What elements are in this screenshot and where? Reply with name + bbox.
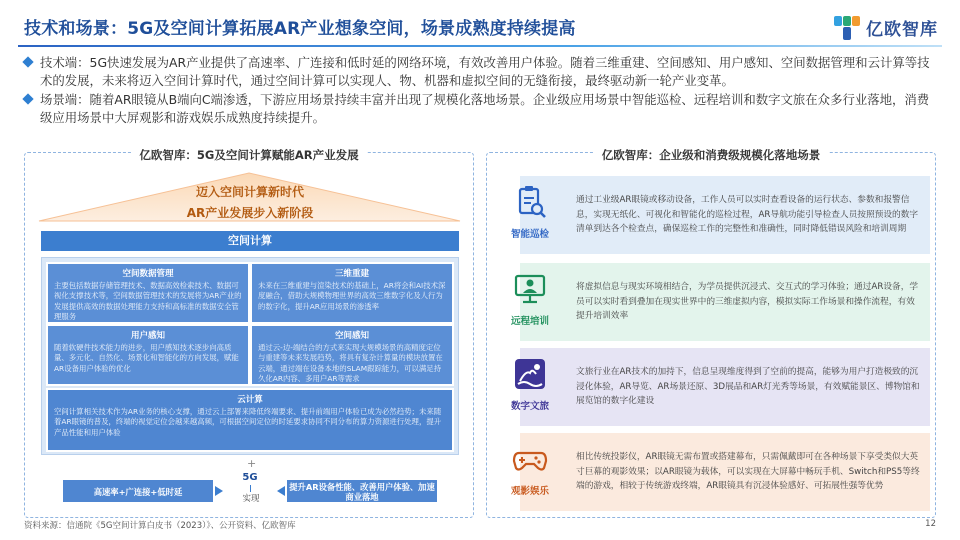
tech-cell-data-management [46,262,250,324]
tech-cell-3d-reconstruction [250,262,454,324]
page-number: 12 [925,519,936,529]
bullet-tech [24,54,940,89]
panel-title [25,144,473,163]
scene-description: 通过工业级AR眼镜或移动设备，工作人员可以实时查看设备的运行状态、参数和报警信息，实现无纸化、可视化和智能化的巡检过程，AR导航功能引导检查人员按照预设的数字清单到达各个检查点，确保巡检工作的完整性和准确性，同时降低错误风险和培训周期 [576,195,919,235]
scene-entertainment [510,433,930,511]
scene-icon-wrap [498,352,562,422]
network-features-box: 高速率+广连接+低时延 [63,480,213,502]
cell-title: 三维重建 [334,269,369,279]
panel-title-text: 亿欧智库：5G及空间计算赋能AR产业发展 [131,147,366,163]
bullet-scene [24,91,940,126]
cell-body: 主要包括数据存储管理技术、数据高效检索技术、数据可视化支撑技术等，空间数据管理技术的发展将为AR产业的发展提供高效的数据处理能力支持和高标准的数据安全管理服务 [54,281,242,321]
tourism-icon [512,356,548,392]
scene-label: 数字文旅 [510,401,549,412]
logo-icon [832,12,862,42]
spatial-computing-bar: 空间计算 [41,231,459,251]
scene-icon-wrap [498,437,562,507]
scene-smart-inspection [510,176,930,254]
scene-icon-wrap [498,267,562,337]
tech-cell-spatial-perception [250,324,454,386]
source-note: 资料来源：信通院《5G空间计算白皮书（2023）》、公开资料、亿欧智库 [24,521,296,531]
panel-ar-industry [24,148,474,518]
scene-description: 将虚拟信息与现实环境相结合，为学员提供沉浸式、交互式的学习体验；通过AR设备，学员可以实时看到叠加在现实世界中的三维虚拟内容，模拟实际工作场景和操作流程，有效提升培训效率 [576,282,919,322]
fiveg-label: 5G [242,472,258,483]
fiveg-connector [250,485,251,492]
cell-title: 空间数据管理 [122,269,174,279]
roof-subline: AR产业发展步入新阶段 [186,206,314,220]
diamond-bullet-icon [22,93,33,104]
bullet-text: 技术端：5G快速发展为AR产业提供了高速率、广连接和低时延的网络环境，有效改善用户体验。随着三维重建、空间感知、用户感知、空间数据管理和云计算等技术的发展，未来将迈入空间计算时代，通过空间计算可以实现人、物、机器和虚拟空间的无缝衔接，最终驱动新一轮产业变革。 [40,55,930,88]
page-title: 技术和场景：5G及空间计算拓展AR产业想象空间，场景成熟度持续提高 [24,19,576,39]
cell-body: 随着软硬件技术能力的进步，用户感知技术逐步向高质量、多元化、自然化、场景化和智能化的方向发展，赋能AR设备用户体验的优化 [54,343,239,373]
cell-body: 空间计算相关技术作为AR业务的核心支撑，通过云上部署来降低终端要求、提升前端用户体验已成为必然趋势；未来随着AR眼镜的普及，终端的视觉定位会越来越高频，可根据空间定位的时延要求协同不同分布的算力资源进行处理，提升产品性能和用户体验 [54,407,442,437]
scene-remote-training [510,263,930,341]
scene-label: 观影娱乐 [510,486,549,497]
title-divider [18,45,942,47]
inspection-icon [512,184,548,220]
cell-title: 空间感知 [334,331,369,341]
panel-title-text: 亿欧智库：企业级和消费级规模化落地场景 [594,147,829,163]
scene-description: 文旅行业在AR技术的加持下，信息呈现维度得到了空前的提高，能够为用户打造极致的沉浸化体验，AR导览、AR场景还原、3D展品和AR灯光秀等场景，有效赋能景区、博物馆和展览馆的数字化建设 [576,367,920,407]
cell-body: 未来在三维重建与渲染技术的基础上，AR将会和AI技术深度融合，借助大规模物理世界的高效三维数字化及人行为的数字化，提升AR应用场景的渗透率 [258,281,446,311]
scene-icon-wrap [498,180,562,250]
logo-text: 亿欧智库 [866,19,938,40]
training-icon [512,271,548,307]
diamond-bullet-icon [22,56,33,67]
tech-cell-user-perception [46,324,250,386]
bullet-text: 场景端：随着AR眼镜从B端向C端渗透，下游应用场景持续丰富并出现了规模化落地场景。企业级应用场景中智能巡检、远程培训和数字文旅在众多行业落地，消费级应用场景中大屏观影和游戏娱乐成熟度持续提升。 [40,92,930,125]
roof-headline: 迈入空间计算新时代 [195,185,304,199]
technology-grid [41,257,459,455]
benefits-box: 提升AR设备性能、改善用户体验、加速商业落地 [287,480,437,502]
plus-sign: + [247,457,257,470]
bullet-list [24,54,940,128]
scene-digital-tourism [510,348,930,426]
arrow-right-icon [215,486,223,496]
scene-label: 智能巡检 [510,229,549,240]
cell-body: 通过云-边-端结合的方式来实现大规模场景的高精度定位与重建等未来发展趋势，将具有复杂计算量的模块放置在云端，通过端在设备本地的SLAM跟踪能力，可以满足持久化AR内容、多用户AR等需求 [258,343,443,383]
panel-title [487,144,935,163]
cell-title: 用户感知 [130,331,165,341]
gamepad-icon [512,441,548,477]
cell-title: 云计算 [237,395,263,405]
realize-label: 实现 [242,494,260,504]
arrow-left-icon [277,486,285,496]
tech-cell-cloud-computing [46,388,454,452]
scene-label: 远程培训 [510,316,549,327]
brand-logo [832,12,938,42]
scene-description: 相比传统投影仪，AR眼镜无需布置或搭建幕布，只需佩戴即可在各种场景下享受类似大英寸巨幕的观影效果；以AR眼镜为载体，可以实现在大屏幕中畅玩手机、Switch和PS5等终端的游戏，相较于传统游戏终端，AR眼镜具有沉浸体验感好、可拓展性强等优势 [576,452,920,492]
